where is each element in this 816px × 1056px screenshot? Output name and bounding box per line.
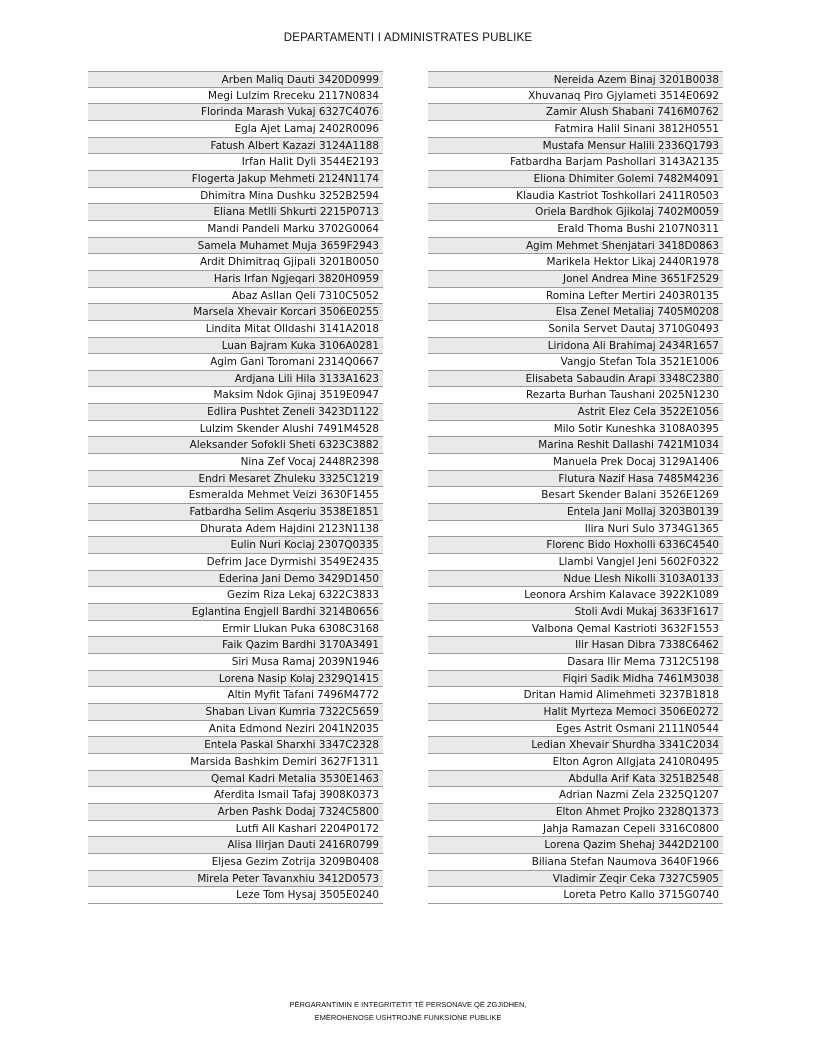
list-item: Biliana Stefan Naumova 3640F1966 — [428, 854, 723, 871]
list-item: Vladimir Zeqir Ceka 7327C5905 — [428, 871, 723, 888]
list-item: Eulin Nuri Kociaj 2307Q0335 — [88, 537, 383, 554]
list-item: Jahja Ramazan Cepeli 3316C0800 — [428, 821, 723, 838]
list-item: Liridona Ali Brahimaj 2434R1657 — [428, 338, 723, 355]
list-item: Nina Zef Vocaj 2448R2398 — [88, 454, 383, 471]
list-item: Stoli Avdi Mukaj 3633F1617 — [428, 604, 723, 621]
list-item: Halit Myrteza Memoci 3506E0272 — [428, 704, 723, 721]
list-item: Florinda Marash Vukaj 6327C4076 — [88, 104, 383, 121]
list-item: Sonila Servet Dautaj 3710G0493 — [428, 321, 723, 338]
right-name-list — [428, 71, 723, 904]
left-name-list — [88, 71, 383, 904]
list-item: Samela Muhamet Muja 3659F2943 — [88, 238, 383, 255]
list-item: Altin Myfit Tafani 7496M4772 — [88, 687, 383, 704]
list-item: Esmeralda Mehmet Veizi 3630F1455 — [88, 487, 383, 504]
list-item: Eges Astrit Osmani 2111N0544 — [428, 721, 723, 738]
list-item: Eljesa Gezim Zotrija 3209B0408 — [88, 854, 383, 871]
list-item: Luan Bajram Kuka 3106A0281 — [88, 338, 383, 355]
list-item: Zamir Alush Shabani 7416M0762 — [428, 104, 723, 121]
list-item: Marsida Bashkim Demiri 3627F1311 — [88, 754, 383, 771]
list-item: Ilir Hasan Dibra 7338C6462 — [428, 637, 723, 654]
list-item: Fatbardha Selim Asqeriu 3538E1851 — [88, 504, 383, 521]
list-item: Dhurata Adem Hajdini 2123N1138 — [88, 521, 383, 538]
list-item: Klaudia Kastriot Toshkollari 2411R0503 — [428, 188, 723, 205]
list-item: Nereida Azem Binaj 3201B0038 — [428, 71, 723, 88]
list-item: Marikela Hektor Likaj 2440R1978 — [428, 254, 723, 271]
footer-line-2: EMËROHENOSE USHTROJNË FUNKSIONE PUBLIKE — [314, 1013, 502, 1022]
list-item: Florenc Bido Hoxholli 6336C4540 — [428, 537, 723, 554]
list-item: Defrim Jace Dyrmishi 3549E2435 — [88, 554, 383, 571]
list-item: Manuela Prek Docaj 3129A1406 — [428, 454, 723, 471]
list-item: Ederina Jani Demo 3429D1450 — [88, 571, 383, 588]
list-item: Lutfi Ali Kashari 2204P0172 — [88, 821, 383, 838]
list-item: Marsela Xhevair Korcari 3506E0255 — [88, 304, 383, 321]
list-item: Astrit Elez Cela 3522E1056 — [428, 404, 723, 421]
list-item: Elsa Zenel Metaliaj 7405M0208 — [428, 304, 723, 321]
list-item: Xhuvanaq Piro Gjylameti 3514E0692 — [428, 88, 723, 105]
list-item: Endri Mesaret Zhuleku 3325C1219 — [88, 471, 383, 488]
list-item: Megi Lulzim Rreceku 2117N0834 — [88, 88, 383, 105]
list-item: Milo Sotir Kuneshka 3108A0395 — [428, 421, 723, 438]
list-item: Alisa Ilirjan Dauti 2416R0799 — [88, 837, 383, 854]
list-item: Aferdita Ismail Tafaj 3908K0373 — [88, 787, 383, 804]
list-item: Irfan Halit Dyli 3544E2193 — [88, 154, 383, 171]
page-title: DEPARTAMENTI I ADMINISTRATES PUBLIKE — [283, 32, 533, 44]
list-item: Mustafa Mensur Halili 2336Q1793 — [428, 138, 723, 155]
list-item: Eglantina Engjell Bardhi 3214B0656 — [88, 604, 383, 621]
list-item: Romina Lefter Mertiri 2403R0135 — [428, 288, 723, 305]
list-item: Adrian Nazmi Zela 2325Q1207 — [428, 787, 723, 804]
list-item: Shaban Livan Kumria 7322C5659 — [88, 704, 383, 721]
list-item: Eliona Dhimiter Golemi 7482M4091 — [428, 171, 723, 188]
list-item: Vangjo Stefan Tola 3521E1006 — [428, 354, 723, 371]
list-item: Llambi Vangjel Jeni 5602F0322 — [428, 554, 723, 571]
list-item: Lindita Mitat Olldashi 3141A2018 — [88, 321, 383, 338]
list-item: Ardit Dhimitraq Gjipali 3201B0050 — [88, 254, 383, 271]
list-item: Dritan Hamid Alimehmeti 3237B1818 — [428, 687, 723, 704]
list-item: Agim Mehmet Shenjatari 3418D0863 — [428, 238, 723, 255]
list-item: Entela Paskal Sharxhi 3347C2328 — [88, 737, 383, 754]
list-item: Flogerta Jakup Mehmeti 2124N1174 — [88, 171, 383, 188]
list-item: Erald Thoma Bushi 2107N0311 — [428, 221, 723, 238]
list-item: Besart Skender Balani 3526E1269 — [428, 487, 723, 504]
list-item: Agim Gani Toromani 2314Q0667 — [88, 354, 383, 371]
list-item: Aleksander Sofokli Sheti 6323C3882 — [88, 437, 383, 454]
list-item: Siri Musa Ramaj 2039N1946 — [88, 654, 383, 671]
list-item: Ardjana Lili Hila 3133A1623 — [88, 371, 383, 388]
list-item: Eliana Metlli Shkurti 2215P0713 — [88, 204, 383, 221]
list-item: Loreta Petro Kallo 3715G0740 — [428, 887, 723, 904]
list-item: Ilira Nuri Sulo 3734G1365 — [428, 521, 723, 538]
list-item: Arben Pashk Dodaj 7324C5800 — [88, 804, 383, 821]
list-item: Valbona Qemal Kastrioti 3632F1553 — [428, 621, 723, 638]
list-item: Qemal Kadri Metalia 3530E1463 — [88, 771, 383, 788]
footer-line-1: PËRGARANTIMIN E INTEGRITETIT TË PERSONAVE QË ZGJIDHEN, — [289, 1000, 527, 1009]
list-item: Maksim Ndok Gjinaj 3519E0947 — [88, 387, 383, 404]
list-item: Mirela Peter Tavanxhiu 3412D0573 — [88, 871, 383, 888]
list-item: Faik Qazim Bardhi 3170A3491 — [88, 637, 383, 654]
list-item: Abaz Asllan Qeli 7310C5052 — [88, 288, 383, 305]
list-item: Rezarta Burhan Taushani 2025N1230 — [428, 387, 723, 404]
list-item: Gezim Riza Lekaj 6322C3833 — [88, 587, 383, 604]
list-item: Abdulla Arif Kata 3251B2548 — [428, 771, 723, 788]
list-item: Marina Reshit Dallashi 7421M1034 — [428, 437, 723, 454]
list-item: Haris Irfan Ngjeqari 3820H0959 — [88, 271, 383, 288]
list-item: Mandi Pandeli Marku 3702G0064 — [88, 221, 383, 238]
list-item: Dhimitra Mina Dushku 3252B2594 — [88, 188, 383, 205]
list-item: Jonel Andrea Mine 3651F2529 — [428, 271, 723, 288]
list-item: Ndue Llesh Nikolli 3103A0133 — [428, 571, 723, 588]
list-item: Fatush Albert Kazazi 3124A1188 — [88, 138, 383, 155]
list-item: Lorena Nasip Kolaj 2329Q1415 — [88, 671, 383, 688]
list-item: Fiqiri Sadik Midha 7461M3038 — [428, 671, 723, 688]
list-item: Lorena Qazim Shehaj 3442D2100 — [428, 837, 723, 854]
list-item: Anita Edmond Neziri 2041N2035 — [88, 721, 383, 738]
list-item: Elton Agron Allgjata 2410R0495 — [428, 754, 723, 771]
list-item: Lulzim Skender Alushi 7491M4528 — [88, 421, 383, 438]
list-item: Elton Ahmet Projko 2328Q1373 — [428, 804, 723, 821]
list-item: Fatbardha Barjam Pashollari 3143A2135 — [428, 154, 723, 171]
list-item: Entela Jani Mollaj 3203B0139 — [428, 504, 723, 521]
list-item: Leonora Arshim Kalavace 3922K1089 — [428, 587, 723, 604]
list-item: Dasara Ilir Mema 7312C5198 — [428, 654, 723, 671]
list-item: Ermir Llukan Puka 6308C3168 — [88, 621, 383, 638]
list-item: Elisabeta Sabaudin Arapi 3348C2380 — [428, 371, 723, 388]
list-item: Flutura Nazif Hasa 7485M4236 — [428, 471, 723, 488]
list-item: Fatmira Halil Sinani 3812H0551 — [428, 121, 723, 138]
list-item: Arben Maliq Dauti 3420D0999 — [88, 71, 383, 88]
list-item: Oriela Bardhok Gjikolaj 7402M0059 — [428, 204, 723, 221]
list-item: Leze Tom Hysaj 3505E0240 — [88, 887, 383, 904]
list-item: Ledian Xhevair Shurdha 3341C2034 — [428, 737, 723, 754]
list-item: Edlira Pushtet Zeneli 3423D1122 — [88, 404, 383, 421]
footer — [0, 998, 816, 1024]
list-item: Egla Ajet Lamaj 2402R0096 — [88, 121, 383, 138]
